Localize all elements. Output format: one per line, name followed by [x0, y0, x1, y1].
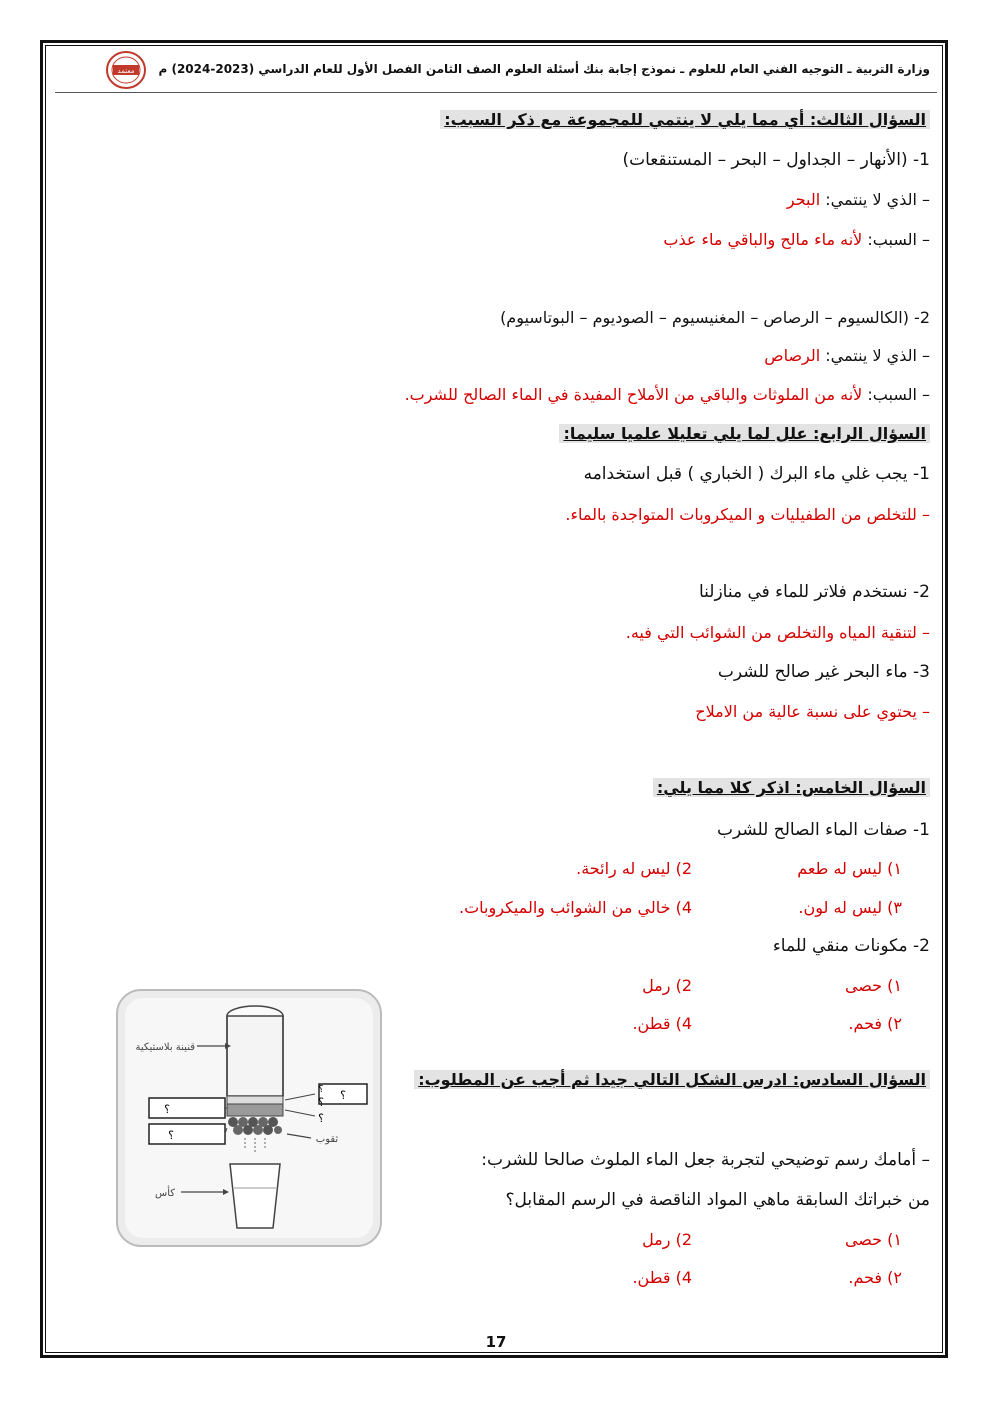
- q5-item2: 2- مكونات منقي للماء: [772, 936, 930, 956]
- logo-text: معتمد: [117, 67, 135, 75]
- q6-answer-2: 2) رمل: [642, 1230, 692, 1249]
- q4-item3: 3- ماء البحر غير صالح للشرب: [717, 662, 930, 682]
- q5-item2-answer-2: 2) رمل: [642, 976, 692, 995]
- q6-answer-4: 4) قطن.: [632, 1268, 692, 1287]
- q5-item1-answer-2: 2) ليس له رائحة.: [576, 859, 692, 878]
- q3-item1-reason: – السبب: لأنه ماء مالح والباقي ماء عذب: [663, 230, 930, 249]
- page-number: 17: [485, 1333, 507, 1351]
- q6-title: السؤال السادس: ادرس الشكل التالي جيدا ثم أجب عن المطلوب:: [414, 1068, 930, 1092]
- q3-item1-odd: – الذي لا ينتمي: البحر: [786, 190, 930, 209]
- q4-answer2: – لتنقية المياه والتخلص من الشوائب التي فيه.: [625, 623, 930, 642]
- glass: [230, 1164, 280, 1228]
- q6-answer-1: ١) حصى: [844, 1230, 902, 1249]
- q6-answer-3: ٢) فحم.: [848, 1268, 902, 1287]
- q5-item1-answer-4: 4) خالي من الشوائب والميكروبات.: [459, 898, 692, 917]
- q6-line1: – أمامك رسم توضيحي لتجربة جعل الماء الملوث صالحا للشرب:: [481, 1150, 930, 1170]
- holes-label: ثقوب: [315, 1134, 339, 1145]
- bottle-body: [227, 1016, 283, 1096]
- q5-item2-answer-1: ١) حصى: [844, 976, 902, 995]
- q3-item2-set: 2- (الكالسيوم – الرصاص – المغنيسيوم – الصوديوم – البوتاسيوم): [500, 308, 930, 327]
- q3-item2-odd: – الذي لا ينتمي: الرصاص: [764, 346, 930, 365]
- q4-item2: 2- نستخدم فلاتر للماء في منازلنا: [698, 582, 930, 602]
- question-mark-2: ؟: [318, 1112, 324, 1125]
- q5-item1-answer-1: ١) ليس له طعم: [797, 859, 902, 878]
- question-box-right-mark: ؟: [340, 1089, 346, 1102]
- q5-item1: 1- صفات الماء الصالح للشرب: [716, 820, 930, 840]
- layer-mid: [227, 1104, 283, 1116]
- q5-item2-answer-4: 4) قطن.: [632, 1014, 692, 1033]
- question-box-left-1-mark: ؟: [164, 1103, 170, 1116]
- q3-item1-set: 1- (الأنهار – الجداول – البحر – المستنقعات): [622, 150, 930, 170]
- q6-line2: من خبراتك السابقة ماهي المواد الناقصة في الرسم المقابل؟: [505, 1190, 930, 1210]
- page-header: وزارة التربية ـ التوجيه الفني العام للعلوم ـ نموذج إجابة بنك أسئلة العلوم الصف الثامن الفصل الأول للعام الدراسي (2023-2024) م: [158, 62, 930, 76]
- question-box-left-2: [149, 1124, 225, 1144]
- question-mark-3: ؟: [318, 1096, 324, 1109]
- layer-top: [227, 1096, 283, 1104]
- q5-item1-answer-3: ٣) ليس له لون.: [798, 898, 902, 917]
- q5-item2-answer-3: ٢) فحم.: [848, 1014, 902, 1033]
- q5-title: السؤال الخامس: اذكر كلا مما يلي:: [653, 776, 930, 800]
- question-box-left-1: [149, 1098, 225, 1118]
- question-box-left-2-mark: ؟: [168, 1129, 174, 1142]
- q4-answer1: – للتخلص من الطفيليات و الميكروبات المتواجدة بالماء.: [565, 505, 930, 524]
- q3-title: السؤال الثالث: أي مما يلي لا ينتمي للمجموعة مع ذكر السبب:: [440, 108, 930, 132]
- q4-answer3: – يحتوي على نسبة عالية من الاملاح: [695, 702, 930, 721]
- glass-label: كأس: [154, 1188, 176, 1199]
- q4-item1: 1- يجب غلي ماء البرك ( الخباري ) قبل استخدامه: [583, 464, 930, 484]
- q3-item2-reason: – السبب: لأنه من الملوثات والباقي من الأملاح المفيدة في الماء الصالح للشرب.: [404, 385, 930, 404]
- bottle-label: قنينة بلاستيكية: [135, 1042, 195, 1053]
- question-mark-1: ؟: [318, 1085, 324, 1095]
- header-divider: [55, 92, 937, 93]
- water-filter-figure: [115, 988, 383, 1248]
- q4-title: السؤال الرابع: علل لما يلي تعليلا علميا سليما:: [559, 422, 930, 446]
